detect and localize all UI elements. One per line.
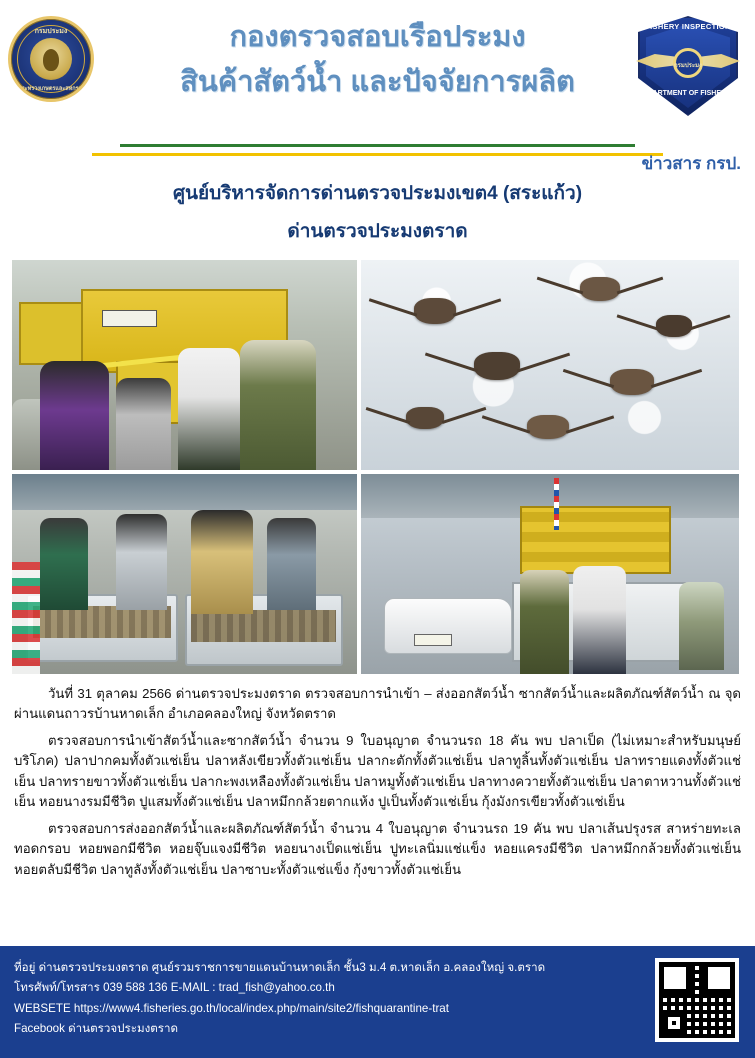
poster-header [0, 0, 755, 172]
subtitle-checkpoint-name: ด่านตรวจประมงตราด [287, 221, 468, 242]
badge-bottom-text: DEPARTMENT OF FISHERIES [638, 89, 738, 97]
subtitle-center-name: ศูนย์บริหารจัดการด่านตรวจประมงเขต4 (สระแก้ว) [172, 183, 583, 204]
photo4-flag [554, 478, 559, 530]
badge-mid-text: กรมประมง [674, 63, 702, 69]
footer-contact-block [14, 958, 574, 1039]
photo4-worker [679, 582, 724, 670]
footer-website[interactable]: WEBSETE https://www4.fisheries.go.th/local/index.php/main/site2/fishquarantine-trat [14, 1001, 449, 1015]
seal-emblem-icon [30, 38, 72, 80]
footer-phone-email: โทรศัพท์/โทรสาร 039 588 136 E-MAIL : trad_fish@yahoo.co.th [14, 981, 335, 995]
header-title-line2: สินค้าสัตว์น้ำ และปัจจัยการผลิต [180, 66, 575, 99]
seal-bottom-text: กระทรวงเกษตรและสหกรณ์ [18, 85, 84, 92]
header-divider [120, 144, 635, 162]
photo-truck-inspection [361, 474, 739, 674]
poster-footer [0, 946, 755, 1058]
report-paragraph-3: ตรวจสอบการส่งออกสัตว์น้ำและผลิตภัณฑ์สัตว์น้ำ จำนวน 4 ใบอนุญาต จำนวนรถ 19 คัน พบ ปลาเส้นปรุงรส สาหร่ายทะเลทอดกรอบ หอยพอกมีชีวิต หอยจุ๊บแจงมีชีวิต หอยนางเป็ดแช่เย็น ปูทะเลนิ่มแช่แข็ง หอยแครงมีชีวิต ปลาหมึกกล้วยทั้งตัวแช่เย็น หอยตลับมีชีวิต ปลาทูลังทั้งตัวแช่เย็น ปลาซาบะทั้งตัวแช่แข็ง กุ้งขาวทั้งตัวแช่เย็น [14, 820, 741, 877]
photo2-crab-6 [527, 415, 569, 439]
photo-fish-sorting-tables [12, 474, 357, 674]
photo2-crab-2 [580, 277, 620, 301]
photo1-person-1 [40, 361, 109, 470]
news-tag-label: ข่าวสาร กรป. [641, 154, 741, 173]
qr-code-pattern [659, 962, 735, 1038]
photo2-crab-3 [474, 352, 520, 380]
photo4-officer-1 [520, 570, 569, 674]
photo-grid [12, 260, 743, 674]
department-seal-icon [8, 16, 94, 102]
photo2-crab-5 [406, 407, 444, 429]
photo1-license-plate [102, 310, 157, 327]
report-paragraph-1: วันที่ 31 ตุลาคม 2566 ด่านตรวจประมงตราด ตรวจสอบการนำเข้า – ส่งออกสัตว์น้ำ ซากสัตว์น้ำและผลิตภัณฑ์สัตว์น้ำ ณ จุดผ่านแดนถาวรบ้านหาดเล็ก อำเภอคลองใหญ่ จังหวัดตราด [14, 686, 741, 722]
photo2-crab-4 [610, 369, 654, 395]
divider-green-line [120, 144, 635, 147]
photo3-roof [12, 474, 357, 510]
photo-market-inspection [12, 260, 357, 470]
photo3-person-4 [267, 518, 315, 610]
photo3-person-3 [191, 510, 253, 614]
photo1-person-2 [116, 378, 171, 470]
photo3-barrier-stripe [12, 562, 40, 674]
report-body [14, 684, 741, 880]
photo1-person-3 [178, 348, 240, 470]
footer-address: ที่อยู่ ด่านตรวจประมงตราด ศูนย์รวมราชการขายแดนบ้านหาดเล็ก ชั้น3 ม.4 ต.หาดเล็ก อ.คลองใหญ่ จ.ตราด [14, 961, 546, 974]
subtitle-block [0, 172, 755, 252]
header-title-line1: กองตรวจสอบเรือประมง [229, 21, 526, 53]
photo2-crab-1 [414, 298, 456, 324]
photo2-crab-7 [656, 315, 692, 337]
divider-yellow-line [92, 153, 663, 156]
qr-code[interactable] [655, 958, 739, 1042]
seal-top-text: กรมประมง [34, 28, 68, 35]
photo4-crate-stack [520, 506, 671, 574]
fishery-inspection-badge-icon [629, 14, 747, 118]
photo4-officer-2 [573, 566, 626, 674]
badge-top-text: FISHERY INSPECTION [645, 22, 731, 31]
report-paragraph-2: ตรวจสอบการนำเข้าสัตว์น้ำและซากสัตว์น้ำ จำนวน 9 ใบอนุญาต จำนวนรถ 18 คัน พบ ปลาเป็ด (ไม่เหมาะสำหรับมนุษย์บริโภค) ปลาปากคมทั้งตัวแช่เย็น ปลาหลังเขียวทั้งตัวแช่เย็น ปลากะตักทั้งตัวแช่เย็น ปลาทูลิ้นทั้งตัวแช่เย็น ปลาทรายแดงทั้งตัวแช่เย็น ปลาทรายขาวทั้งตัวแช่เย็น ปลากะพงเหลืองทั้งตัวแช่เย็น ปลาหมูทั้งตัวแช่เย็น ปลาทางควายทั้งตัวแช่เย็น ปลาตาหวานทั้งตัวแช่เย็น หอยนางรมมีชีวิต ปูแสมทั้งตัวแช่เย็น ปลาหมึกกล้วยตากแห้ง ปูเป็นทั้งตัวแช่เย็น กุ้งมังกรเขียวทั้งตัวแช่เย็น [14, 732, 741, 810]
photo3-person-2 [116, 514, 168, 610]
photo3-fish-pile-2 [191, 610, 336, 642]
footer-facebook[interactable]: Facebook ด่านตรวจประมงตราด [14, 1021, 179, 1035]
photo3-fish-pile-1 [33, 606, 171, 638]
photo4-license-plate [414, 634, 452, 646]
photo1-officer [240, 340, 316, 470]
photo3-person-1 [40, 518, 88, 610]
header-title-block [96, 18, 659, 102]
qr-finder-bottom-left [663, 1012, 685, 1034]
photo-crabs-on-ice [361, 260, 739, 470]
